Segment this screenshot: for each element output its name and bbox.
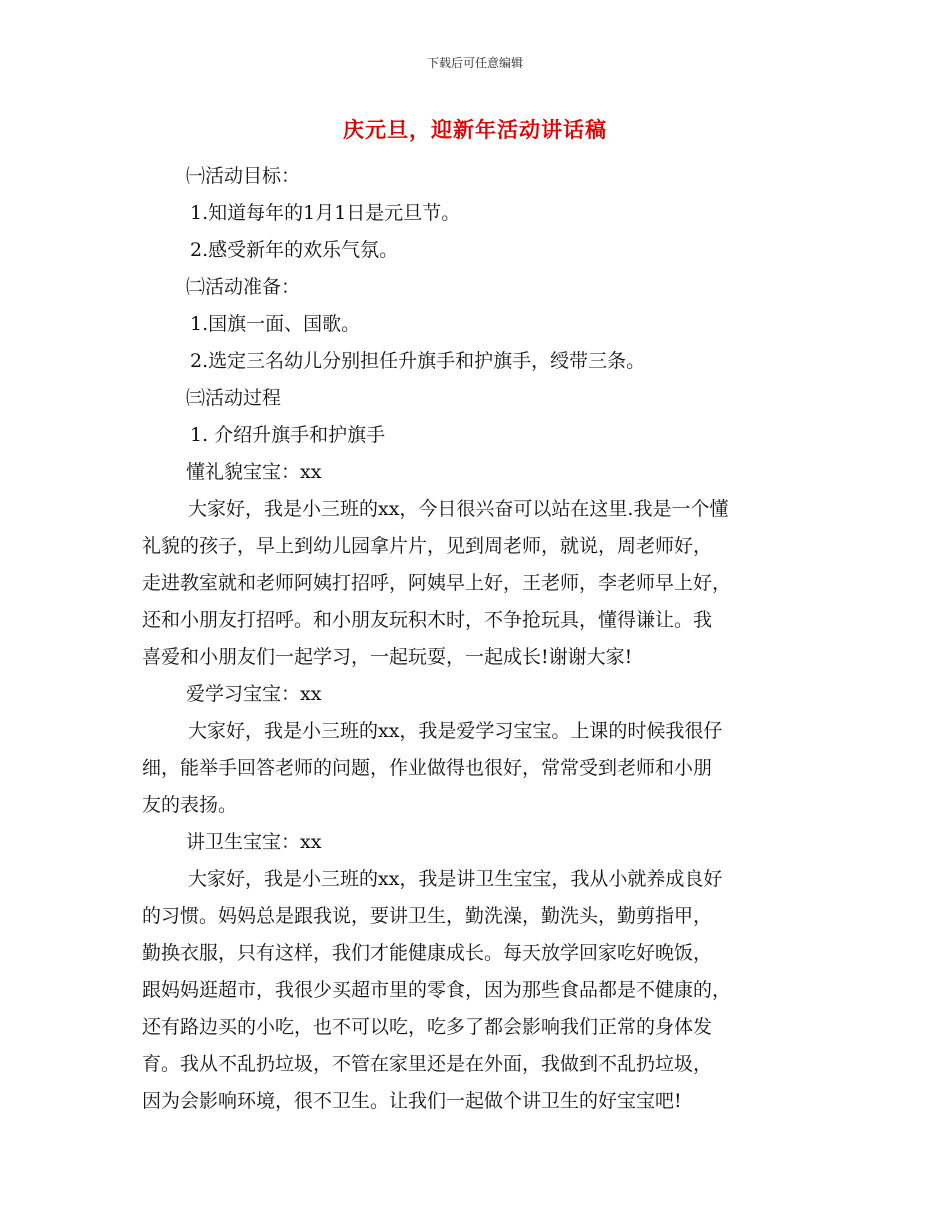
text-line: ㈡活动准备：: [186, 276, 301, 298]
text-line: 讲卫生宝宝：xx: [186, 831, 322, 853]
text-line: 大家好，我是小三班的xx，我是讲卫生宝宝，我从小就养成良好: [188, 868, 723, 890]
text-line: ㈢活动过程: [186, 387, 282, 409]
text-line: 跟妈妈逛超市，我很少买超市里的零食，因为那些食品都是不健康的，: [142, 979, 732, 1001]
text-line: 2.感受新年的欢乐气氛。: [190, 239, 399, 261]
text-line: 1.知道每年的1月1日是元旦节。: [190, 202, 461, 224]
text-line: 还和小朋友打招呼。和小朋友玩积木时，不争抢玩具，懂得谦让。我: [142, 609, 713, 631]
text-line: 友的表扬。: [142, 794, 238, 816]
text-line: 喜爱和小朋友们一起学习，一起玩耍，一起成长!谢谢大家!: [142, 646, 633, 668]
text-line: ㈠活动目标：: [186, 165, 301, 187]
header-note: 下载后可任意编辑: [426, 56, 523, 70]
text-line: 的习惯。妈妈总是跟我说，要讲卫生，勤洗澡，勤洗头，勤剪指甲，: [142, 905, 713, 927]
text-line: 细，能举手回答老师的问题，作业做得也很好，常常受到老师和小朋: [142, 757, 713, 779]
text-line: 大家好，我是小三班的xx，我是爱学习宝宝。上课的时候我很仔: [188, 720, 723, 742]
text-line: 育。我从不乱扔垃圾，不管在家里还是在外面，我做到不乱扔垃圾，: [142, 1053, 713, 1075]
text-line: 勤换衣服，只有这样，我们才能健康成长。每天放学回家吃好晚饭，: [142, 942, 713, 964]
text-line: 走进教室就和老师阿姨打招呼，阿姨早上好，王老师，李老师早上好，: [142, 572, 732, 594]
document-title: 庆元旦，迎新年活动讲话稿: [343, 118, 607, 142]
text-line: 大家好，我是小三班的xx，今日很兴奋可以站在这里.我是一个懂: [188, 498, 729, 520]
text-line: 2.选定三名幼儿分别担任升旗手和护旗手，绶带三条。: [190, 350, 646, 372]
document-body: [142, 158, 812, 1120]
text-line: 因为会影响环境，很不卫生。让我们一起做个讲卫生的好宝宝吧!: [142, 1090, 682, 1112]
text-line: 爱学习宝宝：xx: [186, 683, 322, 705]
text-line: 还有路边买的小吃，也不可以吃，吃多了都会影响我们正常的身体发: [142, 1016, 713, 1038]
text-line: 懂礼貌宝宝：xx: [186, 461, 322, 483]
text-line: 1.国旗一面、国歌。: [190, 313, 361, 335]
text-line: 1. 介绍升旗手和护旗手: [190, 424, 386, 446]
text-line: 礼貌的孩子，早上到幼儿园拿片片，见到周老师，就说，周老师好，: [142, 535, 713, 557]
